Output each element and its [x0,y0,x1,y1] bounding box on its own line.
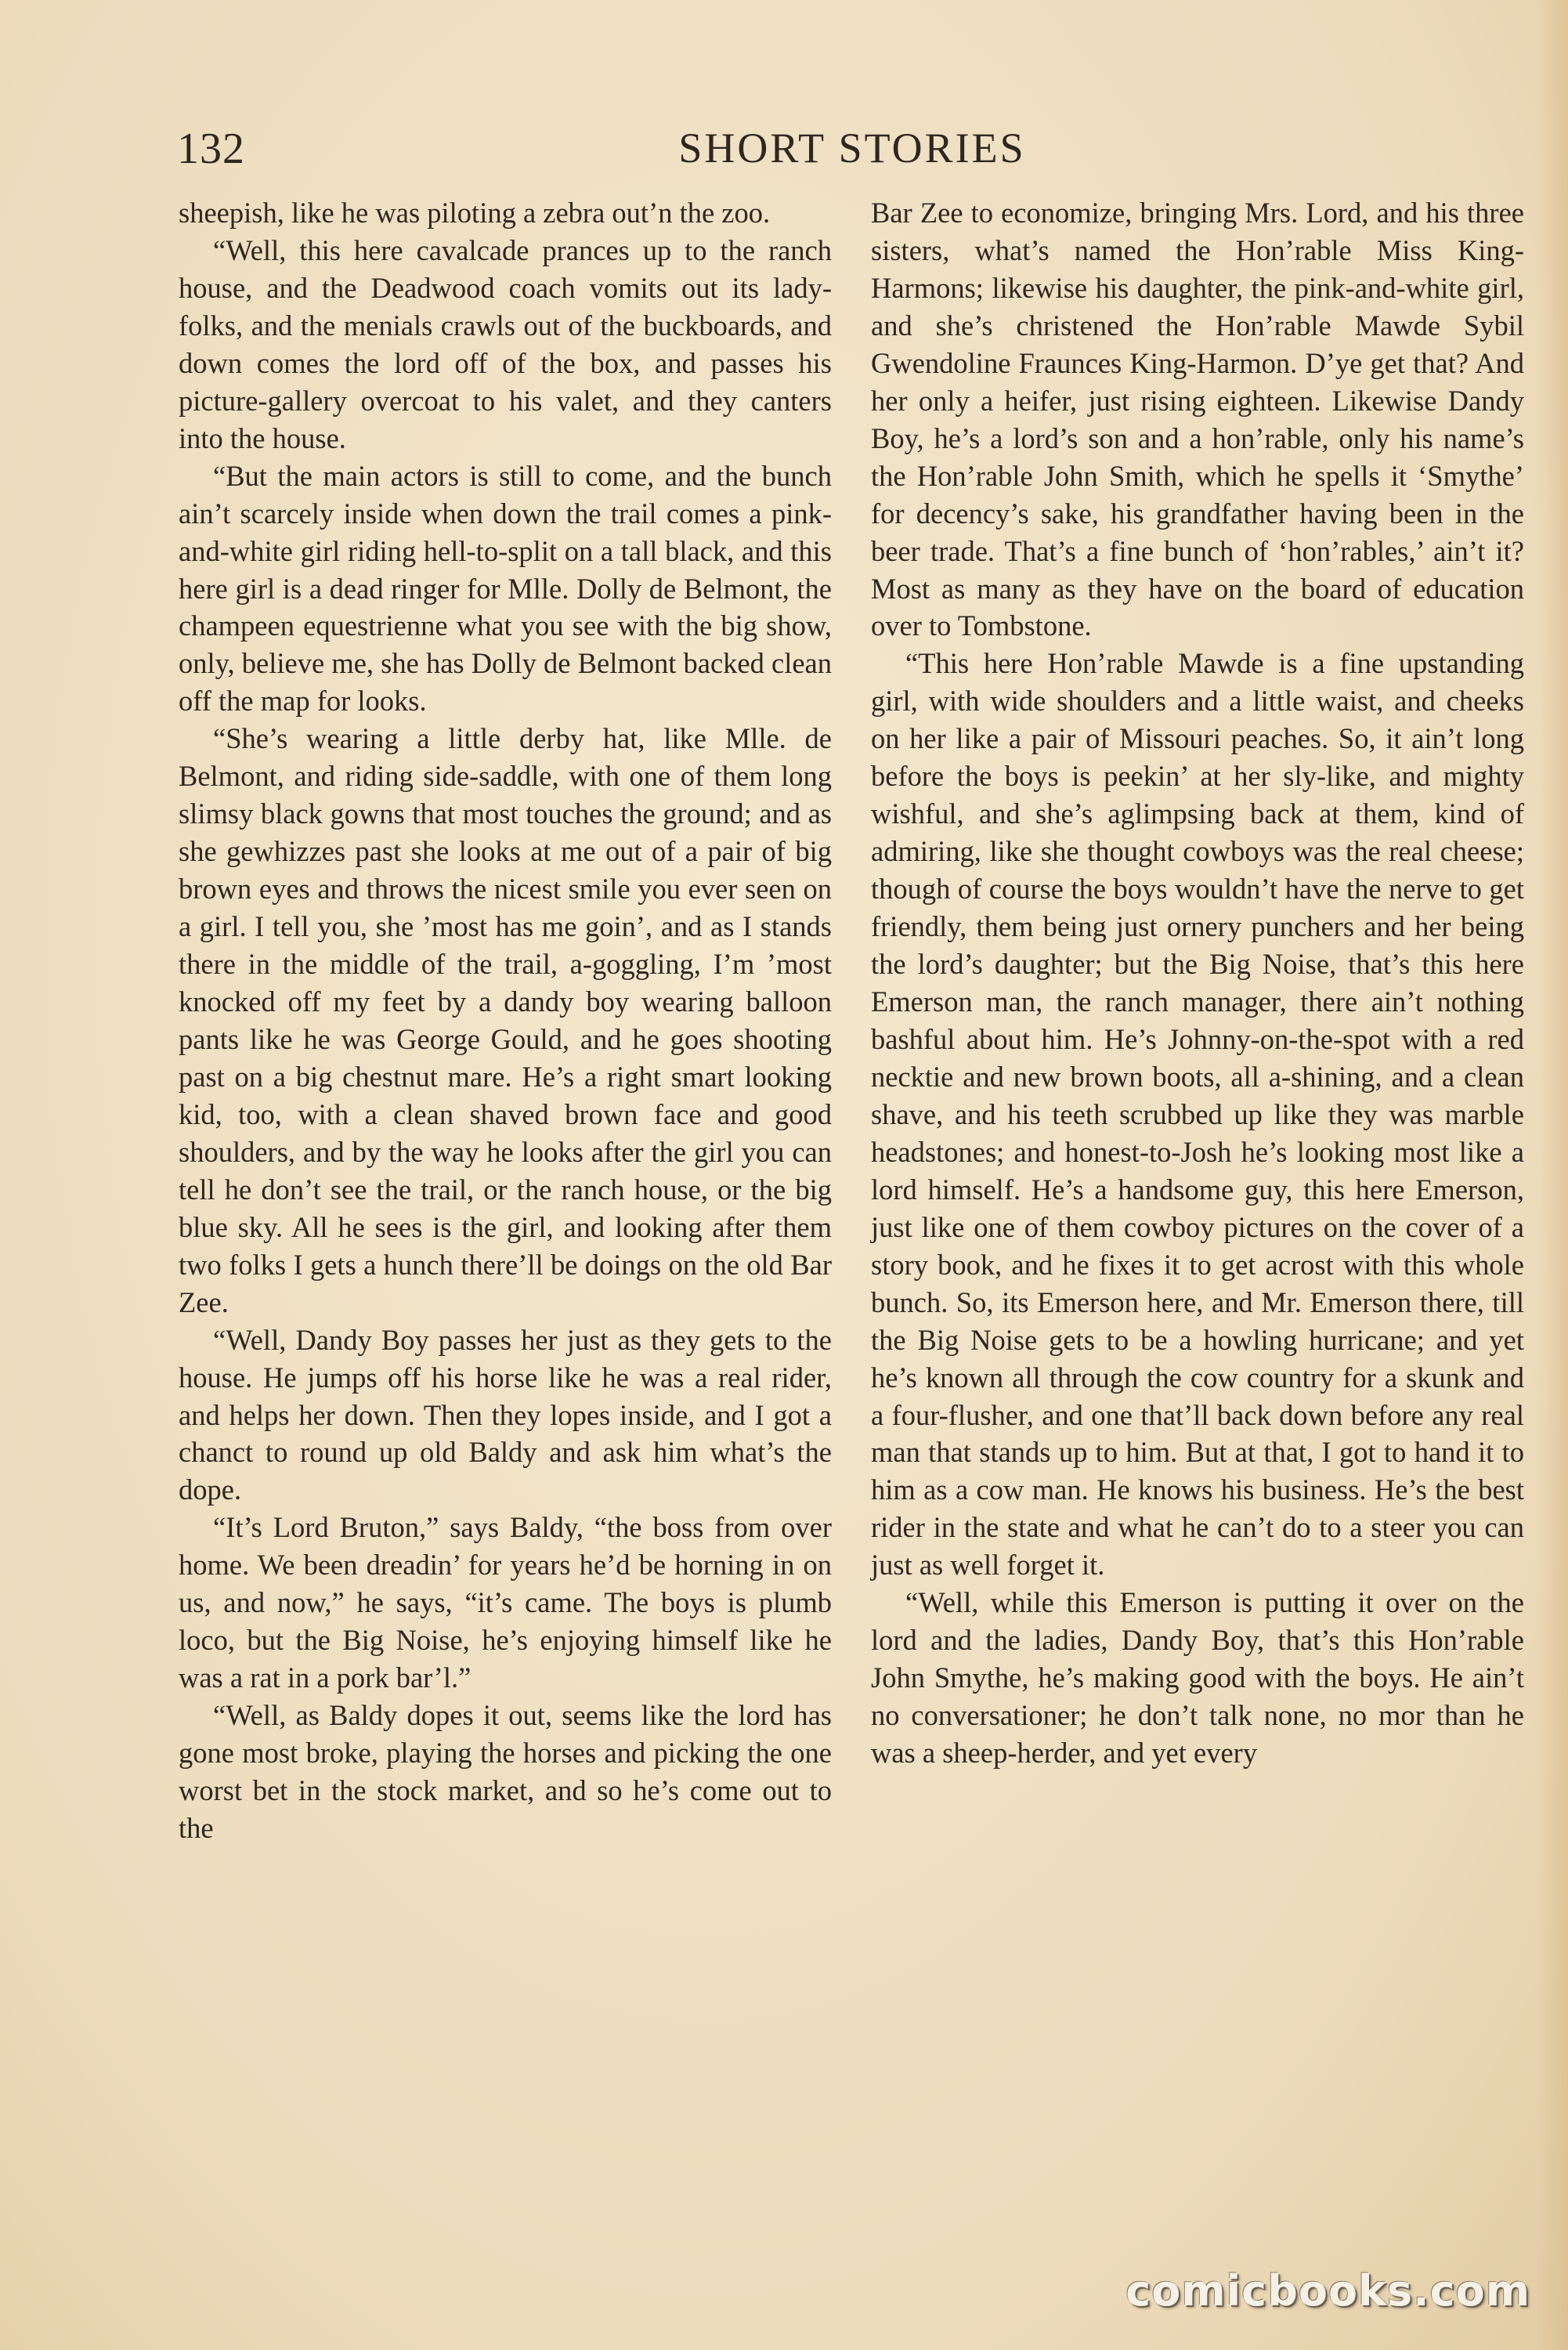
page-number: 132 [177,125,245,173]
paragraph: “She’s wearing a little derby hat, like Mlle. de Belmont, and riding side-saddle, with one of them long slimsy black gowns that most touches the ground; and as she gewhizzes past she looks at me out of a pair of big brown eyes and throws the nicest smile you ever seen on a girl. I tell you, she ’most has me goin’, and as I stands there in the middle of the trail, a-goggling, I’m ’most knocked off my feet by a dandy boy wearing balloon pants like he was George Gould, and he goes shooting past on a big chestnut mare. He’s a right smart looking kid, too, with a clean shaved brown face and good shoulders, and by the way he looks after the girl you can tell he don’t see the trail, or the ranch house, or the big blue sky. All he sees is the girl, and looking after them two folks I gets a hunch there’ll be doings on the old Bar Zee. [179,722,832,1318]
paragraph: “But the main actors is still to come, and the bunch ain’t scarcely inside when down the trail comes a pink-and-white girl riding hell-to-split on a tall black, and this here girl is a dead ringer for Mlle. Dolly de Belmont, the champeen equestrienne what you see with the big show, only, believe me, she has Dolly de Belmont backed clean off the map for looks. [179,459,832,718]
left-column [179,194,832,1847]
running-head: SHORT STORIES [678,125,1026,172]
right-column [871,194,1524,1772]
page-header [177,124,1527,179]
paragraph: “Well, while this Emerson is putting it over on the lord and the ladies, Dandy Boy, that’s this Hon’rable John Smythe, he’s making good with the boys. He ain’t no conversationer; he don’t talk none, no mor than he was a sheep-herder, and yet every [871,1586,1524,1770]
paragraph: “It’s Lord Bruton,” says Baldy, “the boss from over home. We been dreadin’ for years he’d be horning in on us, and now,” he says, “it’s came. The boys is plumb loco, but the Big Noise, he’s enjoying himself like he was a rat in a pork bar’l.” [179,1511,832,1694]
paragraph: “Well, this here cavalcade prances up to the ranch house, and the Deadwood coach vomits out its lady-folks, and the menials crawls out of the buckboards, and down comes the lord off of the box, and passes his picture-gallery overcoat to his valet, and they canters into the house. [179,233,832,454]
page-edge-wear [1537,0,1568,2350]
paragraph: sheepish, like he was piloting a zebra out’n the zoo. [179,197,771,229]
paragraph: “This here Hon’rable Mawde is a fine upstanding girl, with wide shoulders and a little waist, and cheeks on her like a pair of Missouri peaches. So, it ain’t long before the boys is peekin’ at her sly-like, and mighty wishful, and she’s aglimpsing back at them, kind of admiring, like she thought cowboys was the real cheese; though of course the boys wouldn’t have the nerve to get friendly, them being just ornery punchers and her being the lord’s daughter; but the Big Noise, that’s this here Emerson man, the ranch manager, there ain’t nothing bashful about him. He’s Johnny-on-the-spot with a red necktie and new brown boots, all a-shining, and a clean shave, and his teeth scrubbed up like they was marble headstones; and honest-to-Josh he’s looking most like a lord himself. He’s a handsome guy, this here Emerson, just like one of them cowboy pictures on the cover of a story book, and he fixes it to get acrost with this whole bunch. So, its Emerson here, and Mr. Emerson there, till the Big Noise gets to be a howling hurricane; and yet he’s known all through the cow country for a skunk and a four-flusher, and one that’ll back down before any real man that stands up to him. But at that, I got to hand it to him as a cow man. He knows his business. He’s the best rider in the state and what he can’t do to a steer you can just as well forget it. [871,647,1524,1582]
paragraph: “Well, Dandy Boy passes her just as they gets to the house. He jumps off his horse like he was a real rider, and helps her down. Then they lopes inside, and I got a chanct to round up old Baldy and ask him what’s the dope. [179,1323,832,1506]
site-watermark: comicbooks.com [1125,2266,1530,2316]
paragraph: “Well, as Baldy dopes it out, seems like the lord has gone most broke, playing the horses and picking the one worst bet in the stock market, and so he’s come out to the [179,1699,832,1844]
paragraph: Bar Zee to economize, bringing Mrs. Lord, and his three sisters, what’s named the Hon’rable Miss King-Harmons; likewise his daughter, the pink-and-white girl, and she’s christened the Hon’rable Mawde Sybil Gwendoline Fraunces King-Harmon. D’ye get that? And her only a heifer, just rising eighteen. Likewise Dandy Boy, he’s a lord’s son and a hon’rable, only his name’s the Hon’rable John Smith, which he spells it ‘Smythe’ for decency’s sake, his grandfather having been in the beer trade. That’s a fine bunch of ‘hon’rables,’ ain’t it? Most as many as they have on the board of education over to Tombstone. [871,197,1524,642]
